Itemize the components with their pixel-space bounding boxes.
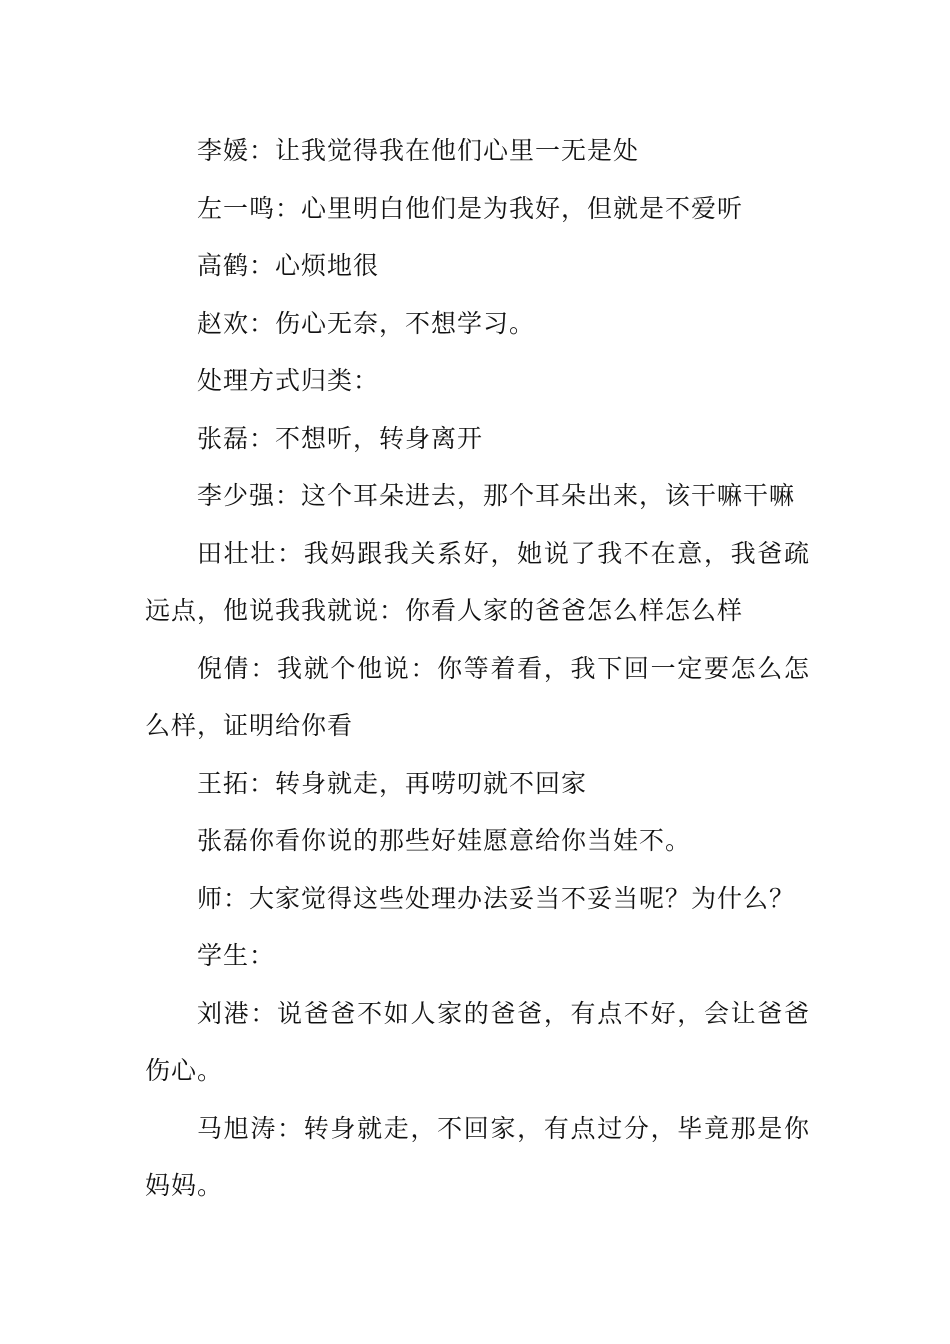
paragraph-zuo-yiming: 左一鸣：心里明白他们是为我好，但就是不爱听	[197, 193, 744, 223]
document-body	[145, 122, 810, 1215]
paragraph-tian-zhuangzhuang: 田壮壮：我妈跟我关系好，她说了我不在意，我爸疏远点，他说我我就说：你看人家的爸爸怎么样怎么样	[145, 538, 810, 625]
paragraph-gao-he: 高鹤：心烦地很	[197, 251, 380, 280]
paragraph-zhao-huan: 赵欢：伤心无奈，不想学习。	[197, 308, 536, 338]
paragraph-wang-tuo: 王拓：转身就走，再唠叨就不回家	[197, 768, 588, 798]
paragraph-teacher-question: 师：大家觉得这些处理办法妥当不妥当呢？为什么？	[197, 883, 796, 913]
paragraph-li-shaoqiang: 李少强：这个耳朵进去，那个耳朵出来，该干嘛干嘛	[197, 481, 796, 510]
paragraph-liu-gang: 刘港：说爸爸不如人家的爸爸，有点不好，会让爸爸伤心。	[145, 998, 810, 1085]
paragraph-ma-xutao: 马旭涛：转身就走，不回家，有点过分，毕竟那是你妈妈。	[145, 1113, 810, 1200]
paragraph-students-label: 学生：	[197, 941, 276, 970]
paragraph-category-heading: 处理方式归类：	[197, 366, 380, 395]
paragraph-zhang-lei-remark: 张磊你看你说的那些好娃愿意给你当娃不。	[197, 826, 692, 855]
paragraph-li-yuan: 李媛：让我觉得我在他们心里一无是处	[197, 136, 640, 165]
paragraph-ni-qian: 倪倩：我就个他说：你等着看，我下回一定要怎么怎么样，证明给你看	[145, 653, 810, 740]
paragraph-zhang-lei: 张磊：不想听，转身离开	[197, 423, 484, 453]
